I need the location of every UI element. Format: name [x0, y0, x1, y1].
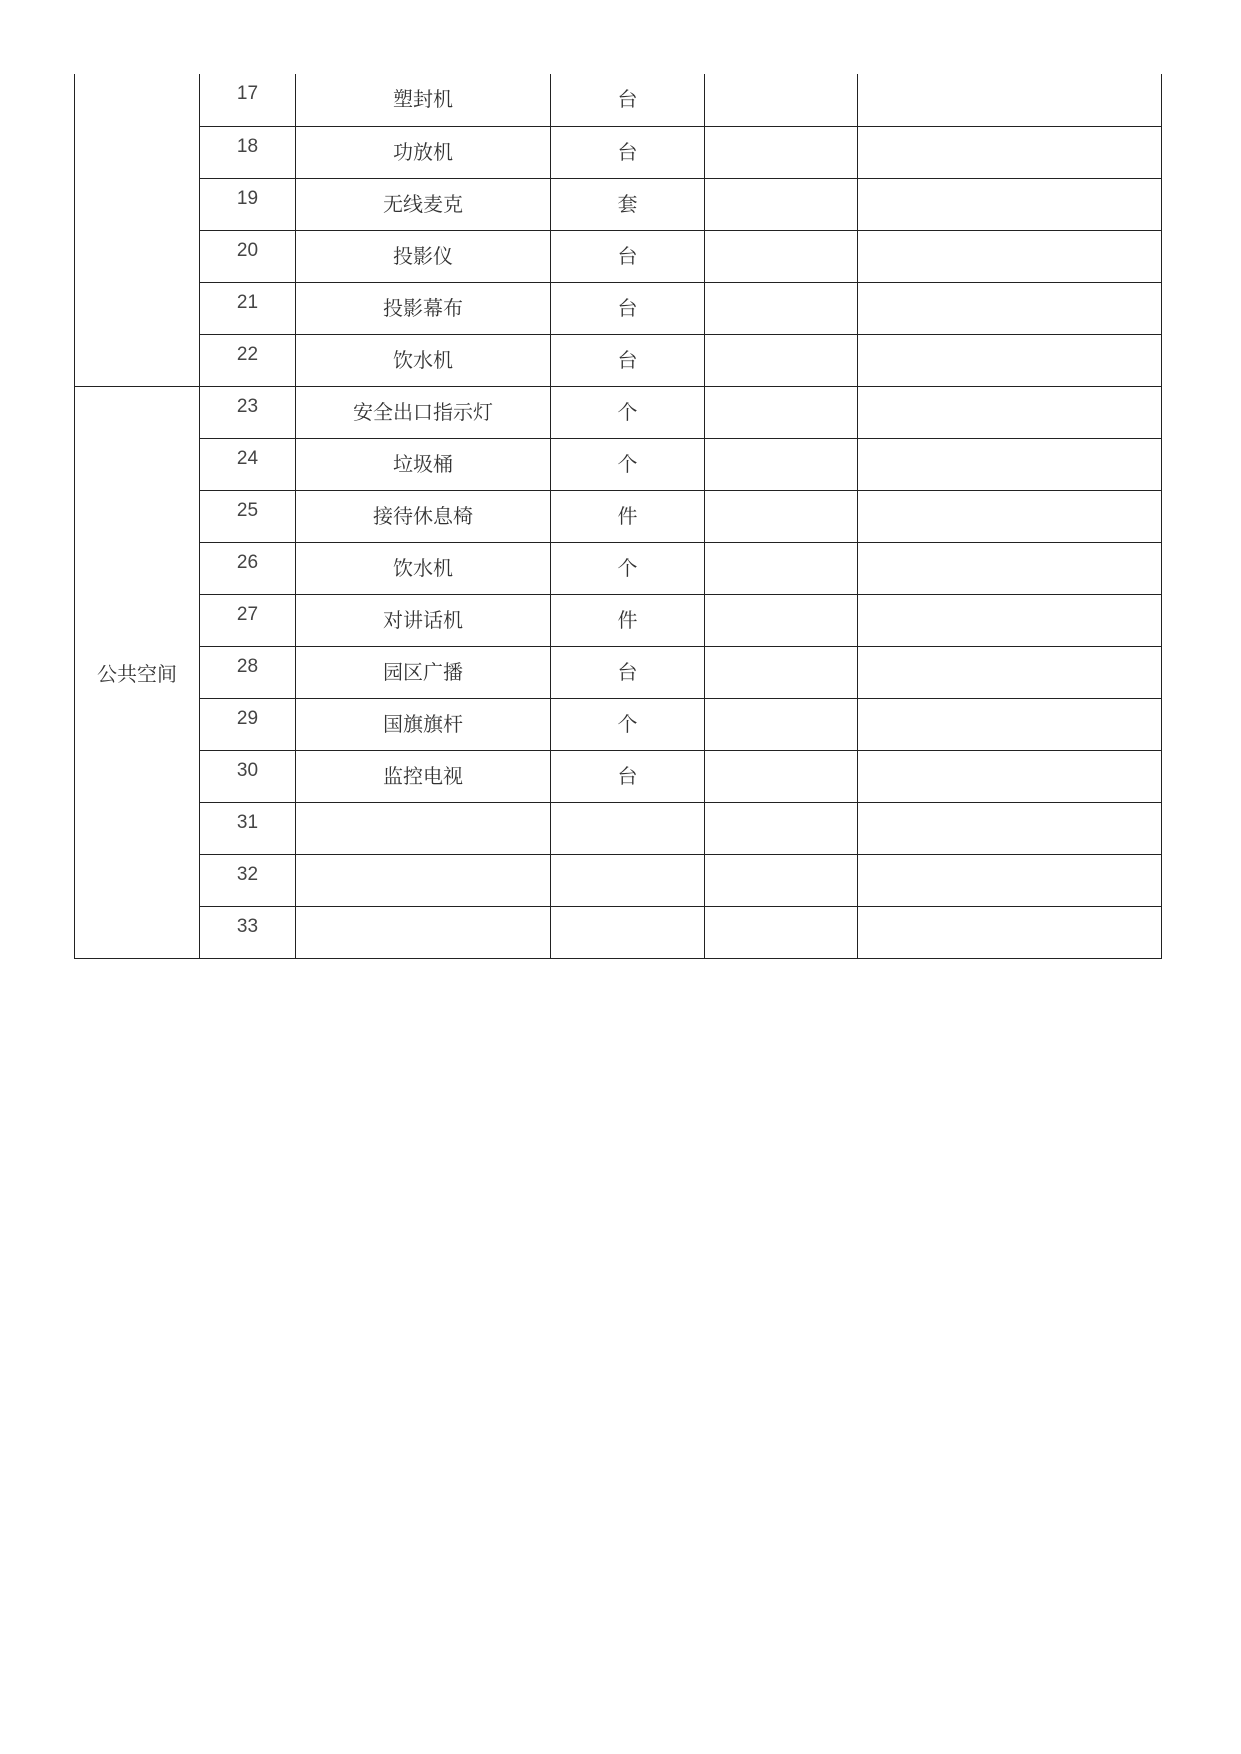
item-quantity: [705, 646, 858, 698]
row-number: 25: [200, 490, 296, 542]
item-unit: [551, 906, 705, 958]
row-number: 26: [200, 542, 296, 594]
equipment-inventory-table: [74, 74, 1162, 959]
category-cell: 公共空间: [75, 386, 200, 958]
item-note: [858, 126, 1162, 178]
item-quantity: [705, 490, 858, 542]
table-row: [75, 386, 1162, 438]
item-note: [858, 178, 1162, 230]
item-name: 塑封机: [296, 74, 551, 126]
item-unit: 台: [551, 750, 705, 802]
item-quantity: [705, 334, 858, 386]
table-row: [75, 282, 1162, 334]
row-number: 22: [200, 334, 296, 386]
item-quantity: [705, 178, 858, 230]
item-quantity: [705, 542, 858, 594]
item-quantity: [705, 438, 858, 490]
item-name: 监控电视: [296, 750, 551, 802]
row-number: 28: [200, 646, 296, 698]
item-unit: 个: [551, 438, 705, 490]
item-quantity: [705, 802, 858, 854]
table-row: [75, 854, 1162, 906]
item-unit: 台: [551, 230, 705, 282]
item-unit: 台: [551, 646, 705, 698]
table-row: [75, 490, 1162, 542]
row-number: 32: [200, 854, 296, 906]
table-row: [75, 230, 1162, 282]
table-row: [75, 906, 1162, 958]
item-name: [296, 906, 551, 958]
table-row: [75, 74, 1162, 126]
row-number: 18: [200, 126, 296, 178]
item-unit: 个: [551, 542, 705, 594]
table-row: [75, 178, 1162, 230]
item-name: 无线麦克: [296, 178, 551, 230]
item-quantity: [705, 854, 858, 906]
item-name: 接待休息椅: [296, 490, 551, 542]
table-row: [75, 750, 1162, 802]
item-quantity: [705, 750, 858, 802]
item-quantity: [705, 74, 858, 126]
item-note: [858, 334, 1162, 386]
item-name: [296, 802, 551, 854]
row-number: 19: [200, 178, 296, 230]
item-name: 园区广播: [296, 646, 551, 698]
item-unit: [551, 802, 705, 854]
item-unit: 台: [551, 126, 705, 178]
item-unit: 套: [551, 178, 705, 230]
row-number: 23: [200, 386, 296, 438]
item-unit: 件: [551, 490, 705, 542]
row-number: 27: [200, 594, 296, 646]
item-name: 功放机: [296, 126, 551, 178]
item-unit: 台: [551, 334, 705, 386]
table-row: [75, 802, 1162, 854]
item-note: [858, 282, 1162, 334]
item-quantity: [705, 282, 858, 334]
item-name: 国旗旗杆: [296, 698, 551, 750]
category-cell: [75, 74, 200, 386]
table-row: [75, 594, 1162, 646]
item-note: [858, 74, 1162, 126]
item-name: 对讲话机: [296, 594, 551, 646]
item-note: [858, 490, 1162, 542]
item-name: 饮水机: [296, 334, 551, 386]
item-note: [858, 750, 1162, 802]
item-quantity: [705, 906, 858, 958]
item-name: [296, 854, 551, 906]
row-number: 33: [200, 906, 296, 958]
item-note: [858, 594, 1162, 646]
item-unit: 个: [551, 386, 705, 438]
item-note: [858, 698, 1162, 750]
item-name: 垃圾桶: [296, 438, 551, 490]
row-number: 30: [200, 750, 296, 802]
item-unit: 个: [551, 698, 705, 750]
item-quantity: [705, 230, 858, 282]
item-unit: 台: [551, 282, 705, 334]
item-note: [858, 646, 1162, 698]
item-quantity: [705, 698, 858, 750]
table-row: [75, 334, 1162, 386]
item-note: [858, 542, 1162, 594]
table-body: [75, 74, 1162, 958]
table-row: [75, 438, 1162, 490]
item-name: 安全出口指示灯: [296, 386, 551, 438]
item-quantity: [705, 386, 858, 438]
item-name: 饮水机: [296, 542, 551, 594]
item-note: [858, 438, 1162, 490]
item-unit: 件: [551, 594, 705, 646]
row-number: 31: [200, 802, 296, 854]
row-number: 29: [200, 698, 296, 750]
item-note: [858, 854, 1162, 906]
row-number: 24: [200, 438, 296, 490]
item-unit: 台: [551, 74, 705, 126]
table-row: [75, 126, 1162, 178]
item-note: [858, 386, 1162, 438]
item-note: [858, 802, 1162, 854]
item-unit: [551, 854, 705, 906]
row-number: 17: [200, 74, 296, 126]
table-row: [75, 698, 1162, 750]
row-number: 20: [200, 230, 296, 282]
item-note: [858, 906, 1162, 958]
table-row: [75, 646, 1162, 698]
item-name: 投影幕布: [296, 282, 551, 334]
item-note: [858, 230, 1162, 282]
item-quantity: [705, 594, 858, 646]
item-quantity: [705, 126, 858, 178]
table-row: [75, 542, 1162, 594]
row-number: 21: [200, 282, 296, 334]
item-name: 投影仪: [296, 230, 551, 282]
